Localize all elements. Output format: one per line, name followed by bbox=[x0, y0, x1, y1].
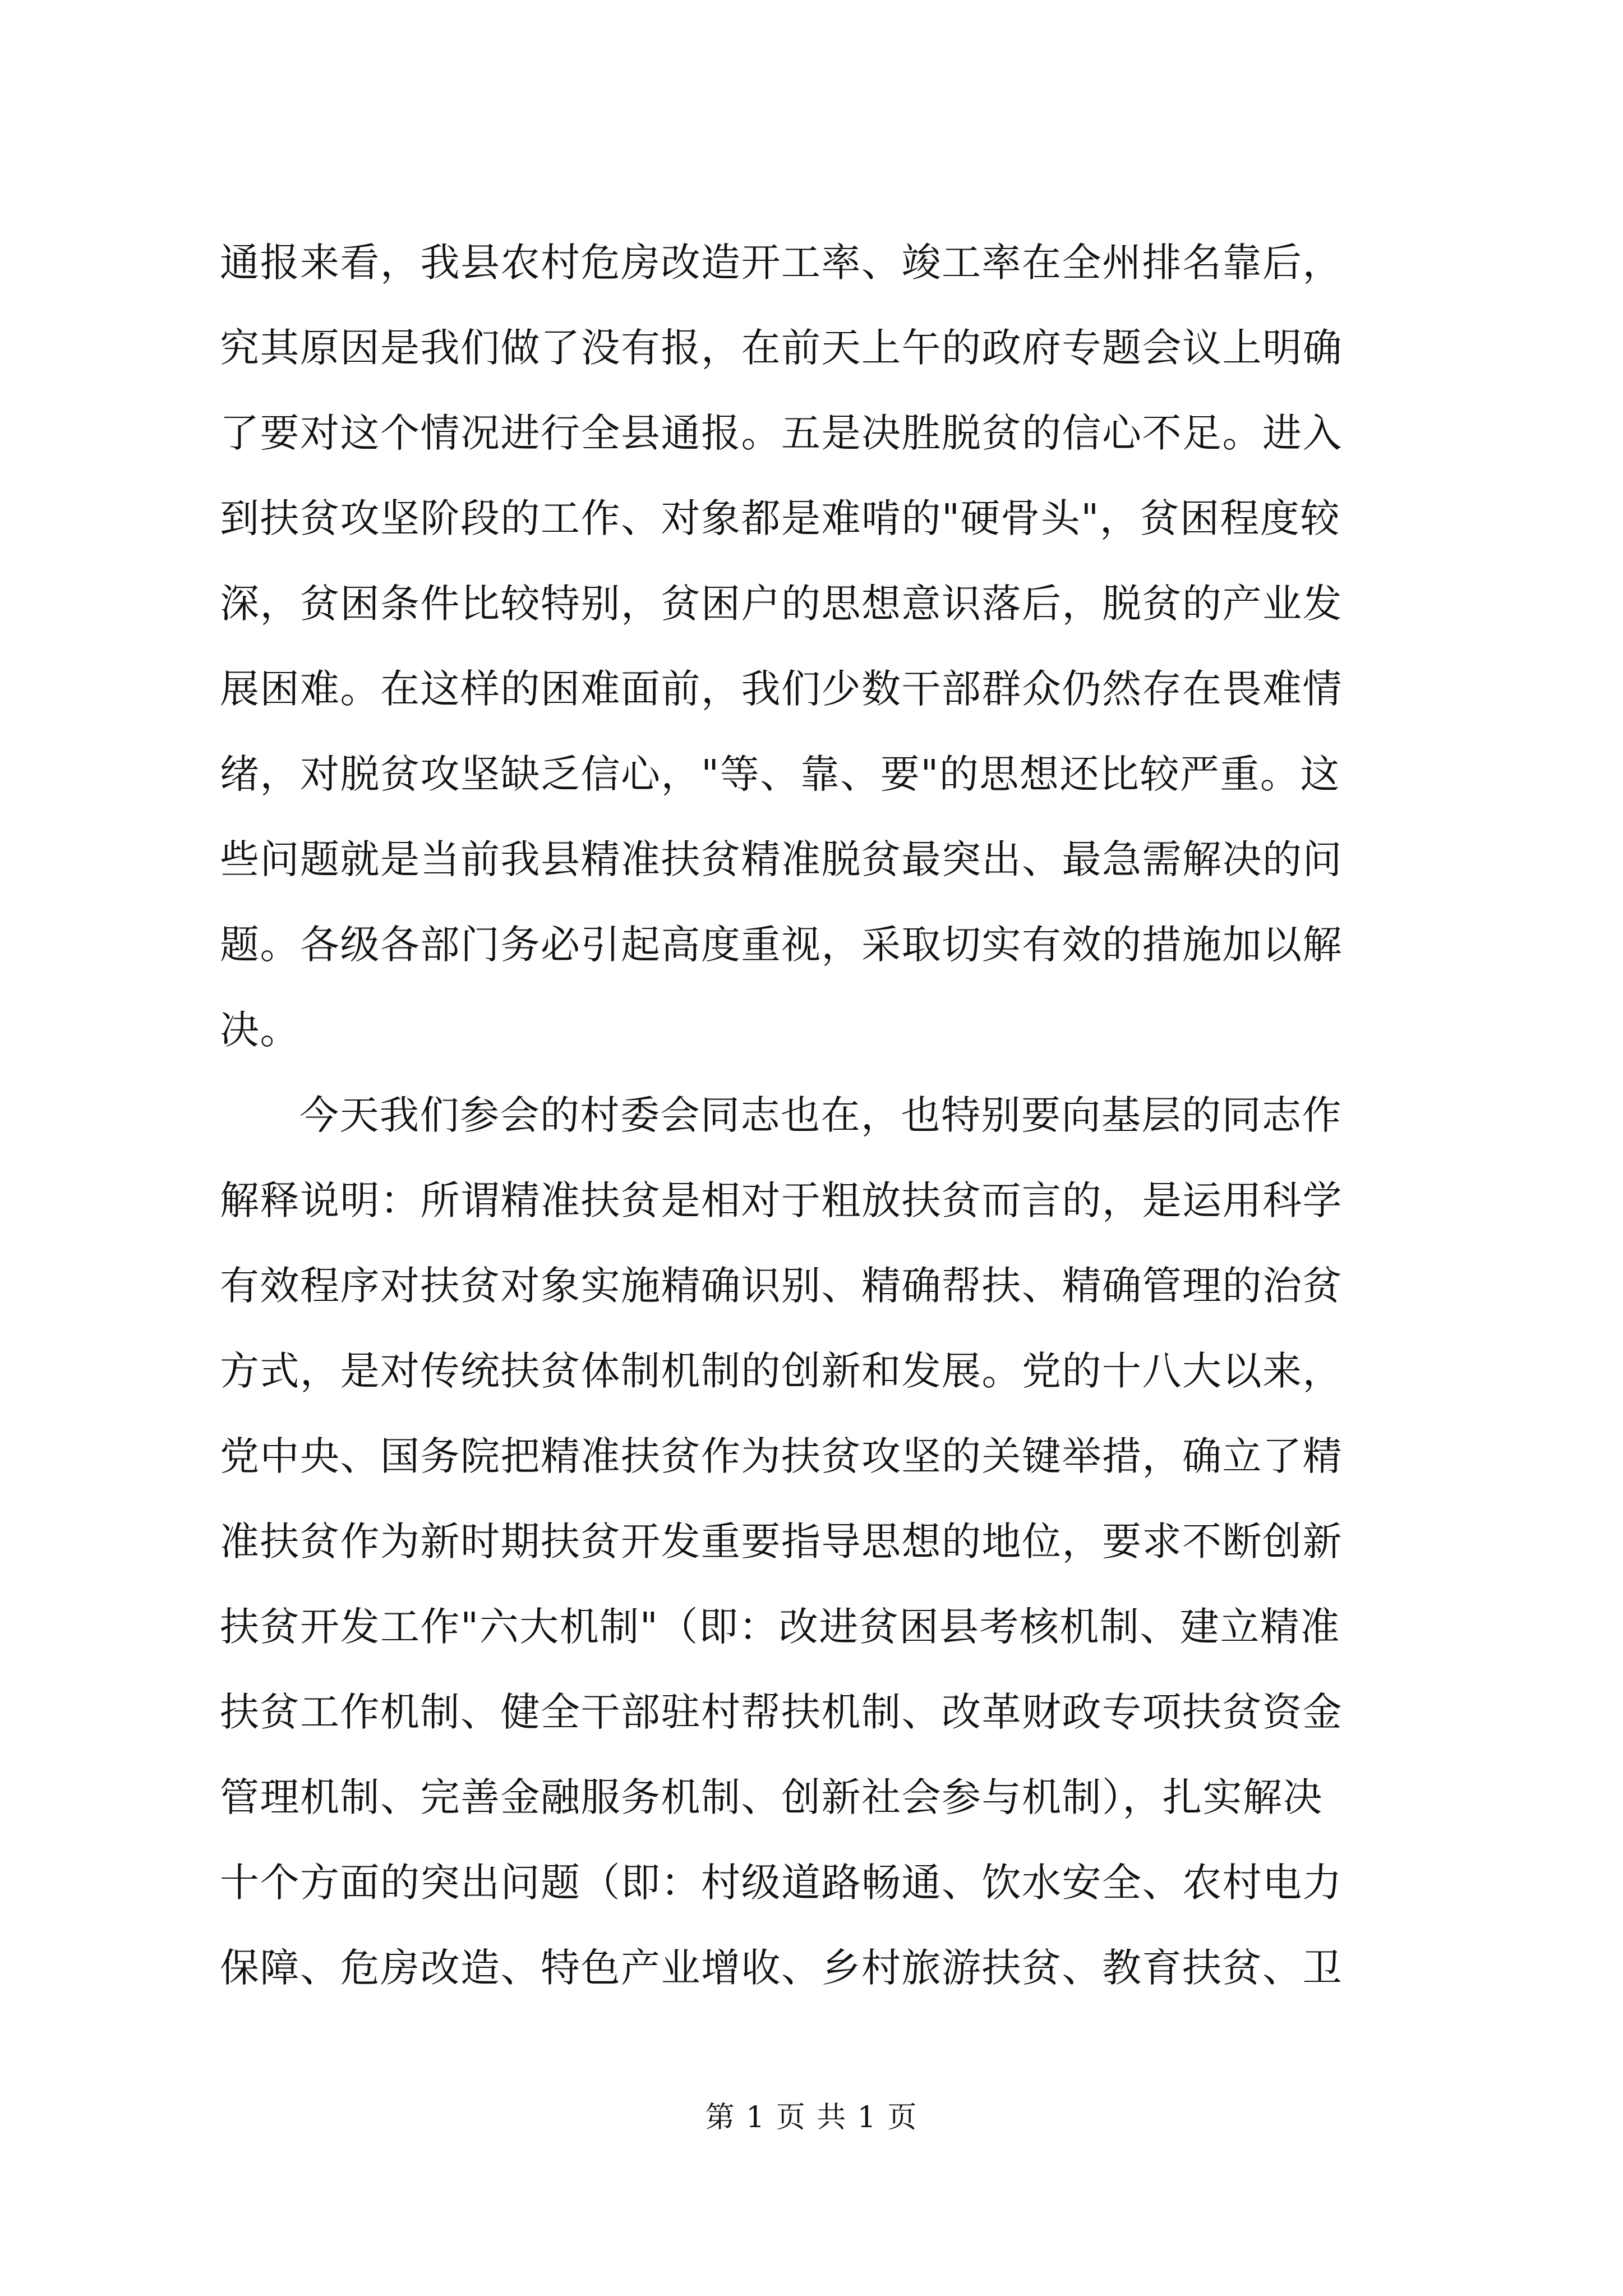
text-line: 绪，对脱贫攻坚缺乏信心，"等、靠、要"的思想还比较严重。这 bbox=[220, 751, 1340, 797]
text-line: 扶贫工作机制、健全干部驻村帮扶机制、改革财政专项扶贫资金 bbox=[220, 1689, 1343, 1735]
paragraph-first-line: 今天我们参会的村委会同志也在，也特别要向基层的同志作 bbox=[299, 1092, 1342, 1138]
text-line: 方式，是对传统扶贫体制机制的创新和发展。党的十八大以来， bbox=[220, 1348, 1343, 1394]
text-line: 深，贫困条件比较特别，贫困户的思想意识落后，脱贫的产业发 bbox=[220, 581, 1343, 627]
text-line: 扶贫开发工作"六大机制"（即：改进贫困县考核机制、建立精准 bbox=[220, 1604, 1340, 1650]
text-line: 决。 bbox=[220, 1007, 300, 1053]
text-line: 准扶贫作为新时期扶贫开发重要指导思想的地位，要求不断创新 bbox=[220, 1519, 1343, 1565]
page-number-footer: 第 1 页 共 1 页 bbox=[705, 2101, 918, 2134]
text-line: 有效程序对扶贫对象实施精确识别、精确帮扶、精确管理的治贫 bbox=[220, 1263, 1343, 1309]
text-line: 保障、危房改造、特色产业增收、乡村旅游扶贫、教育扶贫、卫 bbox=[220, 1945, 1343, 1991]
text-line: 十个方面的突出问题（即：村级道路畅通、饮水安全、农村电力 bbox=[220, 1860, 1343, 1906]
text-line: 管理机制、完善金融服务机制、创新社会参与机制），扎实解决 bbox=[220, 1774, 1323, 1820]
text-line: 党中央、国务院把精准扶贫作为扶贫攻坚的关键举措，确立了精 bbox=[220, 1433, 1343, 1479]
document-body bbox=[220, 220, 1414, 2010]
text-line: 解释说明：所谓精准扶贫是相对于粗放扶贫而言的，是运用科学 bbox=[220, 1177, 1343, 1223]
text-line: 些问题就是当前我县精准扶贫精准脱贫最突出、最急需解决的问 bbox=[220, 836, 1343, 882]
text-line: 通报来看，我县农村危房改造开工率、竣工率在全州排名靠后， bbox=[220, 240, 1343, 286]
text-line: 题。各级各部门务必引起高度重视，采取切实有效的措施加以解 bbox=[220, 922, 1343, 968]
text-line: 到扶贫攻坚阶段的工作、对象都是难啃的"硬骨头"，贫困程度较 bbox=[220, 495, 1340, 541]
text-line: 了要对这个情况进行全县通报。五是决胜脱贫的信心不足。进入 bbox=[220, 410, 1343, 456]
text-line: 展困难。在这样的困难面前，我们少数干部群众仍然存在畏难情 bbox=[220, 666, 1343, 712]
text-line: 究其原因是我们做了没有报，在前天上午的政府专题会议上明确 bbox=[220, 325, 1343, 371]
